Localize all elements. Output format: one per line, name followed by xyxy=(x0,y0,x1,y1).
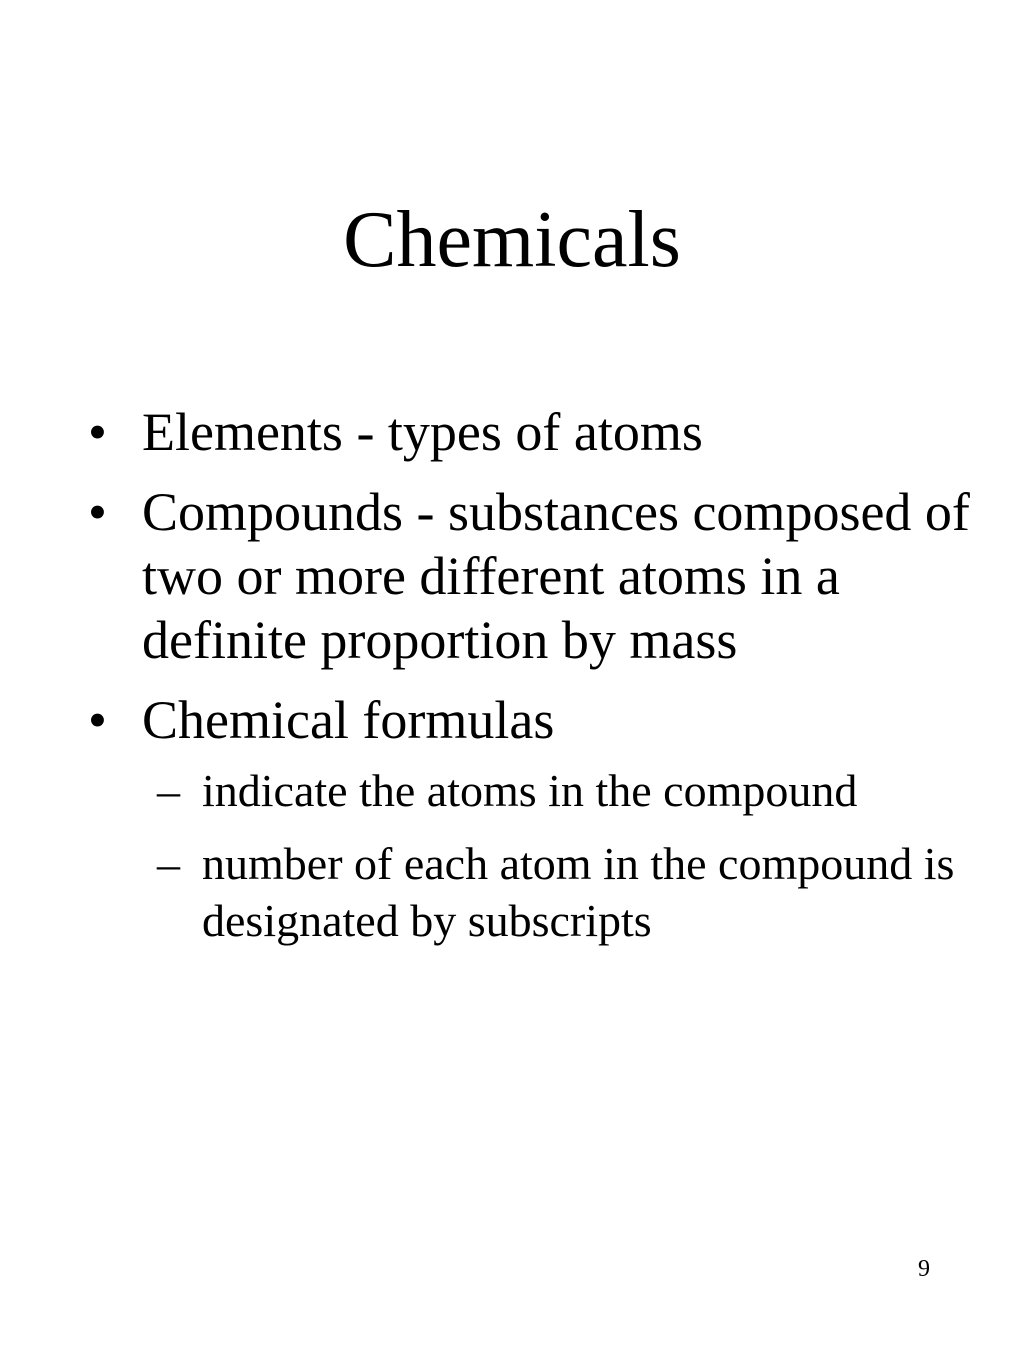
bullet-marker: • xyxy=(88,402,107,462)
sub-bullet-text: indicate the atoms in the compound xyxy=(202,765,858,816)
sub-bullet-item xyxy=(157,762,982,819)
bullet-marker: • xyxy=(88,482,107,542)
bullet-item xyxy=(88,480,982,672)
bullet-item xyxy=(88,400,982,464)
sub-bullet-marker: – xyxy=(157,838,180,889)
page-number: 9 xyxy=(918,1256,930,1282)
sub-bullet-marker: – xyxy=(157,765,180,816)
bullet-list xyxy=(0,400,1024,949)
slide-title: Chemicals xyxy=(343,196,681,284)
sub-bullet-text: number of each atom in the compound is designated by subscripts xyxy=(202,838,955,946)
bullet-item xyxy=(88,688,982,752)
sub-bullet-list xyxy=(0,762,1024,949)
bullet-marker: • xyxy=(88,690,107,750)
bullet-text: Chemical formulas xyxy=(142,690,555,750)
sub-bullet-item xyxy=(157,835,982,949)
bullet-text: Elements - types of atoms xyxy=(142,402,703,462)
bullet-text: Compounds - substances composed of two or more different atoms in a definite proportion by mass xyxy=(142,482,970,670)
